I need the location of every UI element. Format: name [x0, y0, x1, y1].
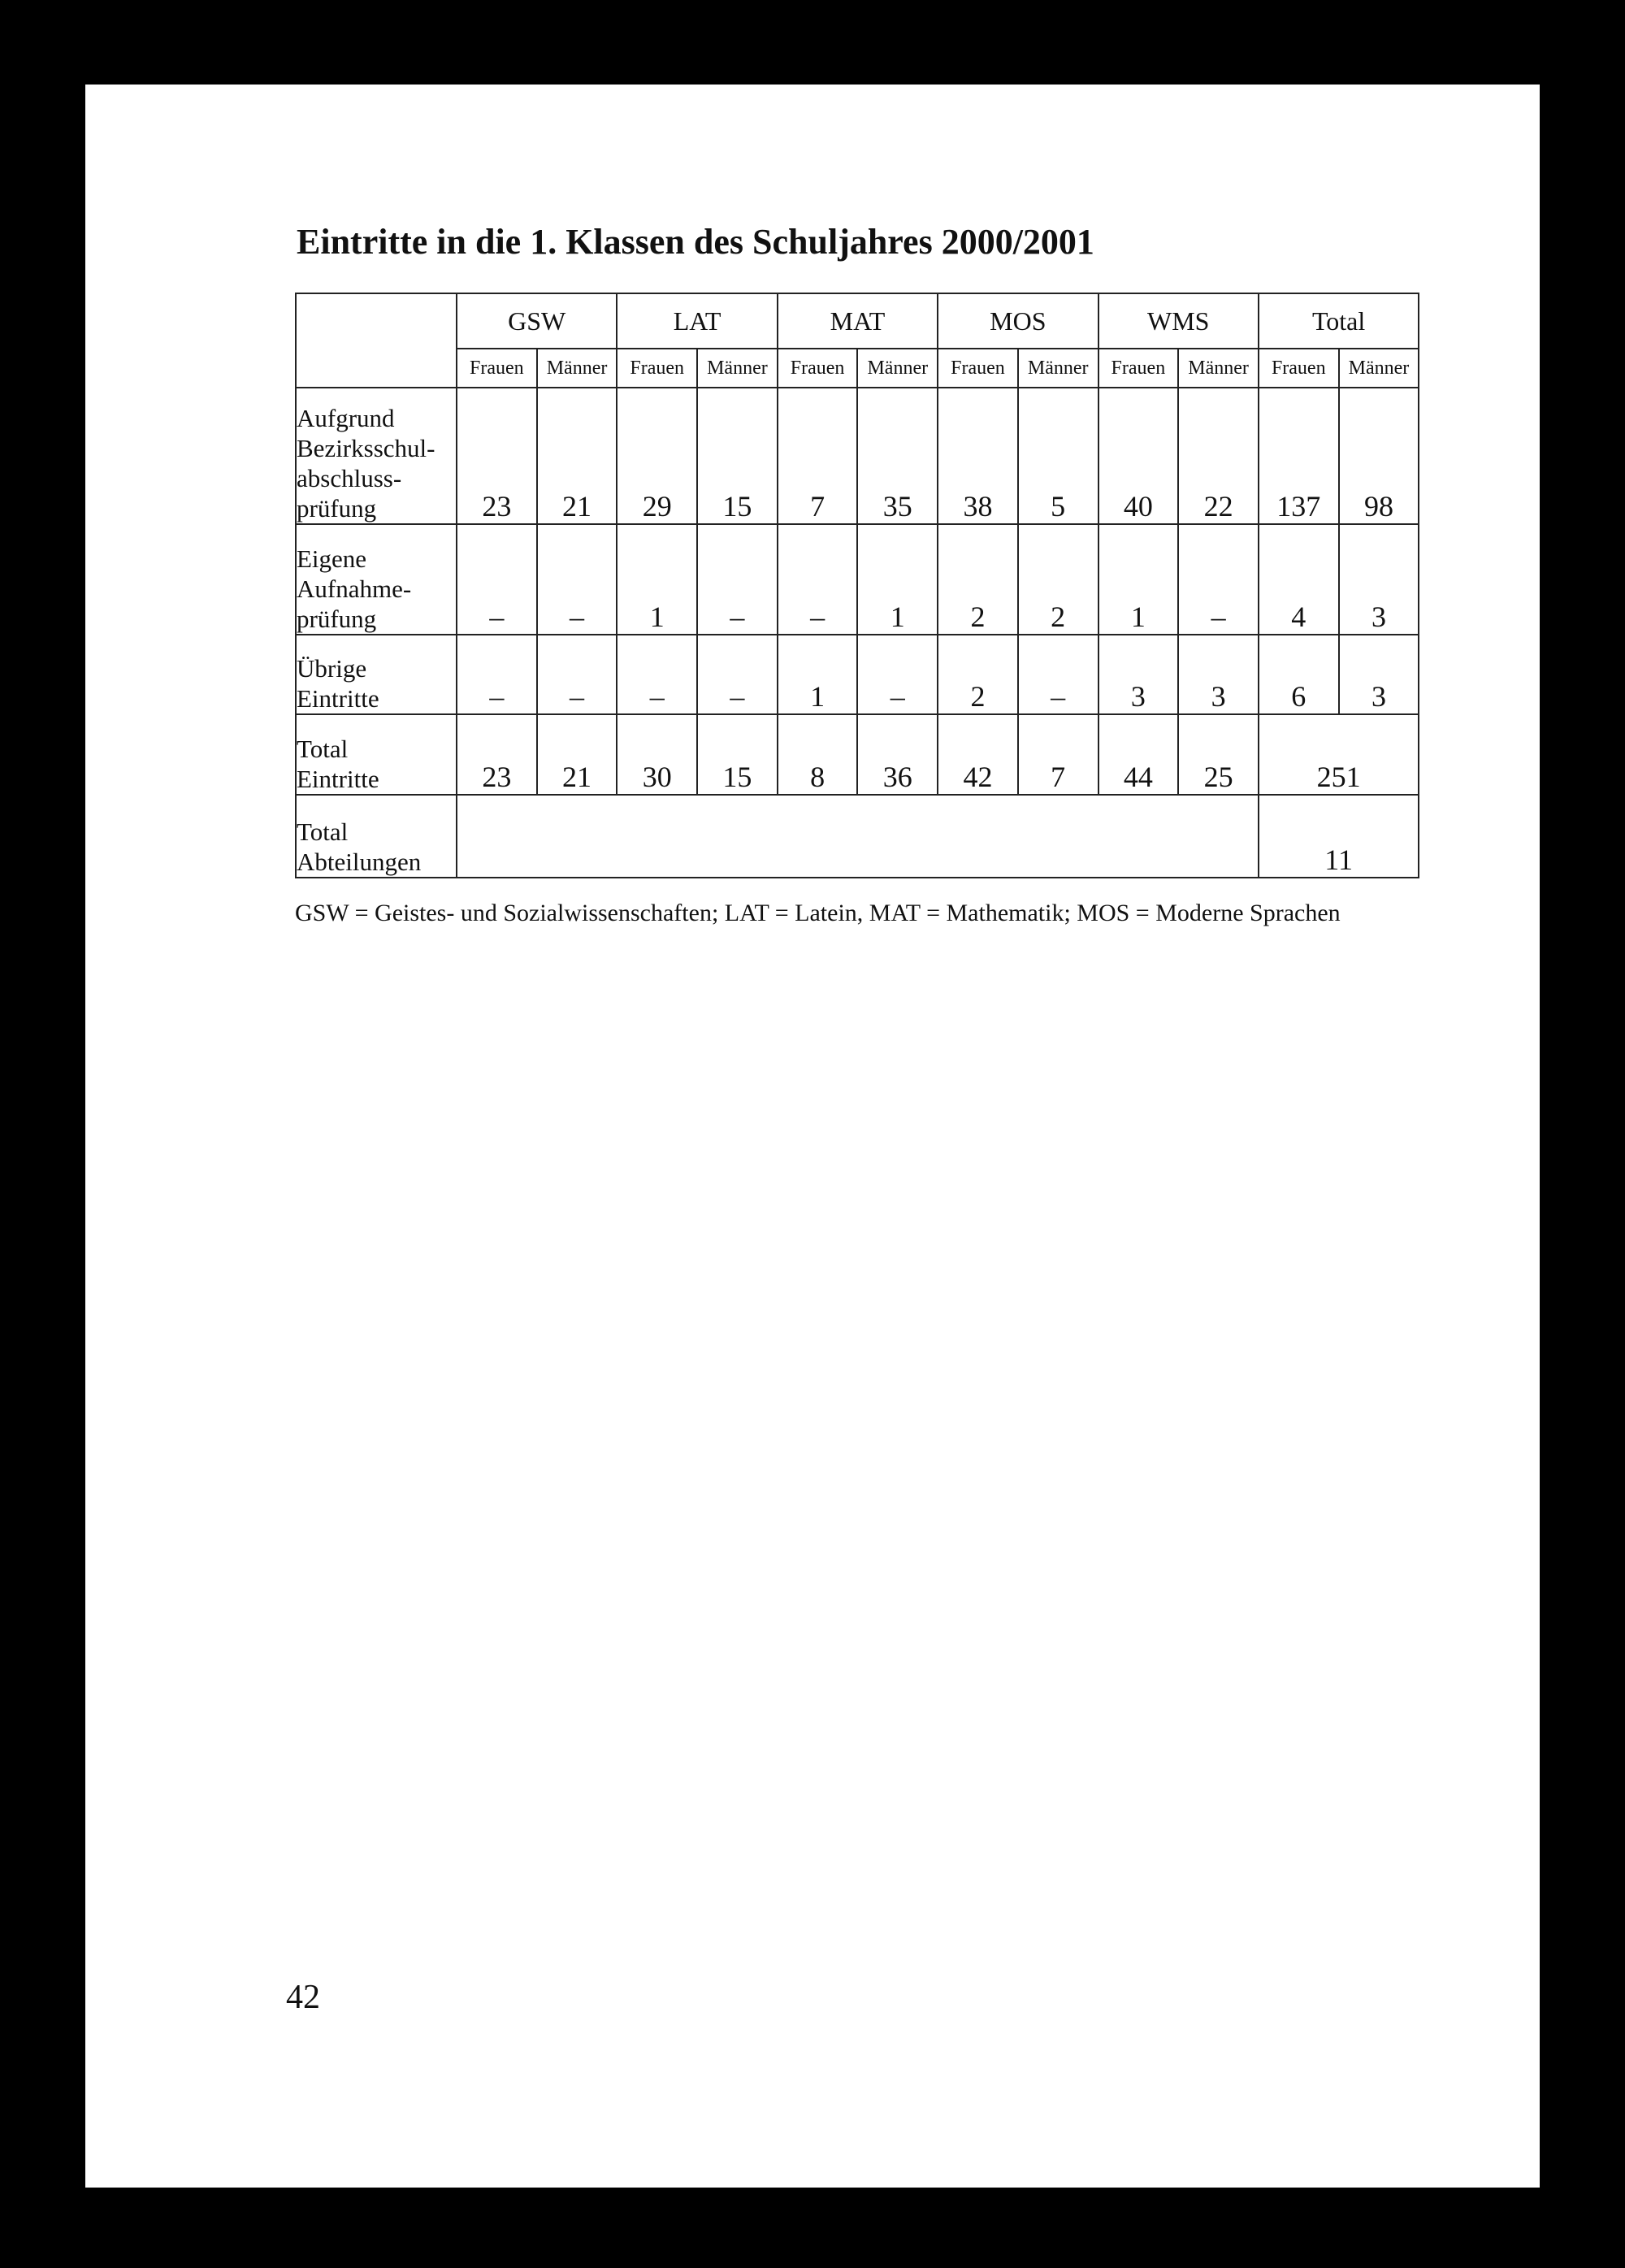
sub-header-frauen: Frauen: [778, 349, 858, 388]
total-cell: 251: [1259, 714, 1419, 795]
value-cell: 35: [857, 388, 938, 524]
sub-header-frauen: Frauen: [938, 349, 1018, 388]
value-cell: 29: [617, 388, 697, 524]
row-label-line: Eigene: [297, 544, 367, 573]
value-cell: –: [457, 635, 537, 714]
sub-header-maenner: Männer: [537, 349, 618, 388]
value-cell: –: [857, 635, 938, 714]
value-cell: 15: [697, 388, 778, 524]
value-cell: –: [697, 524, 778, 635]
group-header: GSW: [457, 293, 617, 349]
sub-header-row: [296, 349, 1419, 388]
value-cell: –: [1178, 524, 1259, 635]
value-cell: 15: [697, 714, 778, 795]
value-cell: 2: [938, 524, 1018, 635]
value-cell: 1: [778, 635, 858, 714]
group-header: Total: [1259, 293, 1419, 349]
table-row: [296, 795, 1419, 878]
row-label: [296, 524, 457, 635]
value-cell: 7: [1018, 714, 1098, 795]
value-cell: 1: [1098, 524, 1179, 635]
page-title: Eintritte in die 1. Klassen des Schuljahres 2000/2001: [297, 222, 1094, 262]
value-cell: 137: [1259, 388, 1339, 524]
sub-header-maenner: Männer: [1018, 349, 1098, 388]
value-cell: 7: [778, 388, 858, 524]
value-cell: 40: [1098, 388, 1179, 524]
group-header: LAT: [617, 293, 777, 349]
value-cell: –: [457, 524, 537, 635]
total-cell: 11: [1259, 795, 1419, 878]
value-cell: 21: [537, 714, 618, 795]
value-cell: 98: [1339, 388, 1419, 524]
sub-header-maenner: Männer: [857, 349, 938, 388]
value-cell: 2: [938, 635, 1018, 714]
sub-header-maenner: Männer: [697, 349, 778, 388]
value-cell: 38: [938, 388, 1018, 524]
value-cell: 42: [938, 714, 1018, 795]
table-row: [296, 524, 1419, 635]
value-cell: 22: [1178, 388, 1259, 524]
row-label-line: Eintritte: [297, 684, 379, 713]
row-label-line: prüfung: [297, 605, 377, 633]
value-cell: 21: [537, 388, 618, 524]
value-cell: –: [537, 524, 618, 635]
enrollment-table: [295, 293, 1419, 878]
group-header-row: [296, 293, 1419, 349]
value-cell: 1: [857, 524, 938, 635]
value-cell: 6: [1259, 635, 1339, 714]
value-cell: 3: [1178, 635, 1259, 714]
group-header: WMS: [1098, 293, 1259, 349]
value-cell: 23: [457, 388, 537, 524]
row-label-line: prüfung: [297, 494, 377, 523]
value-cell: 25: [1178, 714, 1259, 795]
row-label-line: Aufgrund: [297, 404, 395, 432]
value-cell: 2: [1018, 524, 1098, 635]
value-cell: –: [1018, 635, 1098, 714]
sub-header-frauen: Frauen: [1259, 349, 1339, 388]
value-cell: 23: [457, 714, 537, 795]
value-cell: 30: [617, 714, 697, 795]
empty-span-cell: [457, 795, 1259, 878]
sub-header-maenner: Männer: [1178, 349, 1259, 388]
value-cell: 1: [617, 524, 697, 635]
value-cell: –: [778, 524, 858, 635]
row-label-line: Übrige: [297, 654, 367, 683]
row-label: [296, 388, 457, 524]
footnote: GSW = Geistes- und Sozialwissenschaften; LAT = Latein, MAT = Mathematik; MOS = Moderne Sprachen: [295, 900, 1341, 926]
document-page: [85, 85, 1540, 2188]
row-label-line: Total: [297, 735, 349, 763]
value-cell: 8: [778, 714, 858, 795]
value-cell: –: [697, 635, 778, 714]
row-label: [296, 714, 457, 795]
value-cell: 5: [1018, 388, 1098, 524]
sub-header-frauen: Frauen: [1098, 349, 1179, 388]
page-number: 42: [286, 1979, 320, 2016]
table-row: [296, 388, 1419, 524]
value-cell: –: [537, 635, 618, 714]
row-label-line: Bezirksschul-: [297, 434, 436, 462]
value-cell: 44: [1098, 714, 1179, 795]
row-label-line: abschluss-: [297, 464, 402, 492]
sub-header-frauen: Frauen: [457, 349, 537, 388]
group-header: MAT: [778, 293, 938, 349]
value-cell: 3: [1339, 635, 1419, 714]
corner-cell: [296, 293, 457, 388]
table-row: [296, 635, 1419, 714]
row-label: [296, 635, 457, 714]
group-header: MOS: [938, 293, 1098, 349]
row-label-line: Abteilungen: [297, 848, 422, 876]
value-cell: 36: [857, 714, 938, 795]
row-label-line: Aufnahme-: [297, 575, 412, 603]
sub-header-maenner: Männer: [1339, 349, 1419, 388]
row-label-line: Eintritte: [297, 765, 379, 793]
value-cell: –: [617, 635, 697, 714]
row-label-line: Total: [297, 817, 349, 846]
value-cell: 4: [1259, 524, 1339, 635]
value-cell: 3: [1339, 524, 1419, 635]
row-label: [296, 795, 457, 878]
sub-header-frauen: Frauen: [617, 349, 697, 388]
table-row: [296, 714, 1419, 795]
value-cell: 3: [1098, 635, 1179, 714]
